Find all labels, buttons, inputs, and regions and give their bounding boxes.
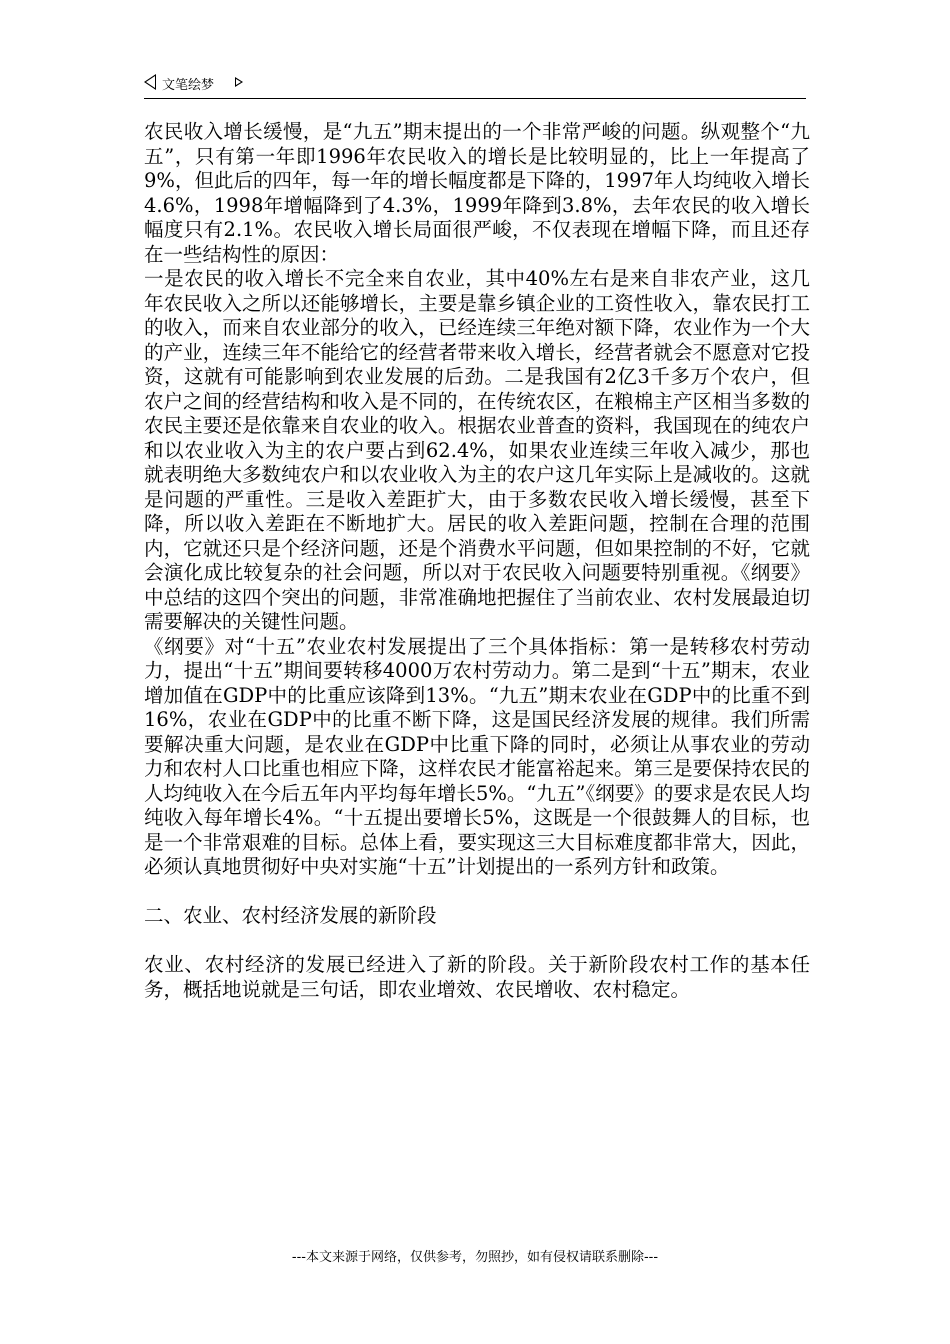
- page-footer: ---本文来源于网络，仅供参考，勿照抄，如有侵权请联系删除---: [291, 1250, 659, 1265]
- paragraph-2: 一是农民的收入增长不完全来自农业，其中40%左右是来自非农产业，这几年农民收入之所以还能够增长，主要是靠乡镇企业的工资性收入，靠农民打工的收入，而来自农业部分的收入，已经连续三年绝对额下降，农业作为一个大的产业，连续三年不能给它的经营者带来收入增长，经营者就会不愿意对它投资，这就有可能影响到农业发展的后劲。二是我国有2亿3千多万个农户，但农户之间的经营结构和收入是不同的，在传统农区，在粮棉主产区相当多数的农民主要还是依靠来自农业的收入。根据农业普查的资料，我国现在的纯农户和以农业收入为主的农户要占到62.4%，如果农业连续三年收入减少，那也就表明绝大多数纯农户和以农业收入为主的农户这几年实际上是减收的。这就是问题的严重性。三是收入差距扩大，由于多数农民收入增长缓慢，甚至下降，所以收入差距在不断地扩大。居民的收入差距问题，控制在合理的范围内，它就还只是个经济问题，还是个消费水平问题，但如果控制的不好，它就会演化成比较复杂的社会问题，所以对于农民收入问题要特别重视。《纲要》中总结的这四个突出的问题，非常准确地把握住了当前农业、农村发展最迫切需要解决的关键性问题。: [144, 267, 810, 633]
- header-title: 文笔绘梦: [162, 78, 215, 93]
- page-header: [144, 72, 806, 99]
- section-heading: 二、农业、农村经济发展的新阶段: [144, 904, 437, 927]
- triangle-left-icon: [144, 74, 156, 90]
- triangle-right-icon: [235, 77, 243, 87]
- document-body: [144, 120, 810, 1002]
- paragraph-3: 《纲要》对“十五”农业农村发展提出了三个具体指标：第一是转移农村劳动力，提出“十五”期间要转移4000万农村劳动力。第二是到“十五”期末，农业增加值在GDP中的比重应该降到13%。“九五”期末农业在GDP中的比重不到16%，农业在GDP中的比重不断下降，这是国民经济发展的规律。我们所需要解决重大问题，是农业在GDP中比重下降的同时，必须让从事农业的劳动力和农村人口比重也相应下降，这样农民才能富裕起来。第三是要保持农民的人均纯收入在今后五年内平均每年增长5%。“九五”《纲要》的要求是农民人均纯收入每年增长4%。“十五提出要增长5%，这既是一个很鼓舞人的目标，也是一个非常艰难的目标。总体上看，要实现这三大目标难度都非常大，因此，必须认真地贯彻好中央对实施“十五”计划提出的一系列方针和政策。: [144, 634, 810, 878]
- paragraph-1: 农民收入增长缓慢，是“九五”期末提出的一个非常严峻的问题。纵观整个“九五”，只有第一年即1996年农民收入的增长是比较明显的，比上一年提高了9%，但此后的四年，每一年的增长幅度都是下降的，1997年人均纯收入增长4.6%，1998年增幅降到了4.3%，1999年降到3.8%，去年农民的收入增长幅度只有2.1%。农民收入增长局面很严峻，不仅表现在增幅下降，而且还存在一些结构性的原因：: [144, 120, 810, 266]
- paragraph-4: 农业、农村经济的发展已经进入了新的阶段。关于新阶段农村工作的基本任务，概括地说就是三句话，即农业增效、农民增收、农村稳定。: [144, 953, 810, 1001]
